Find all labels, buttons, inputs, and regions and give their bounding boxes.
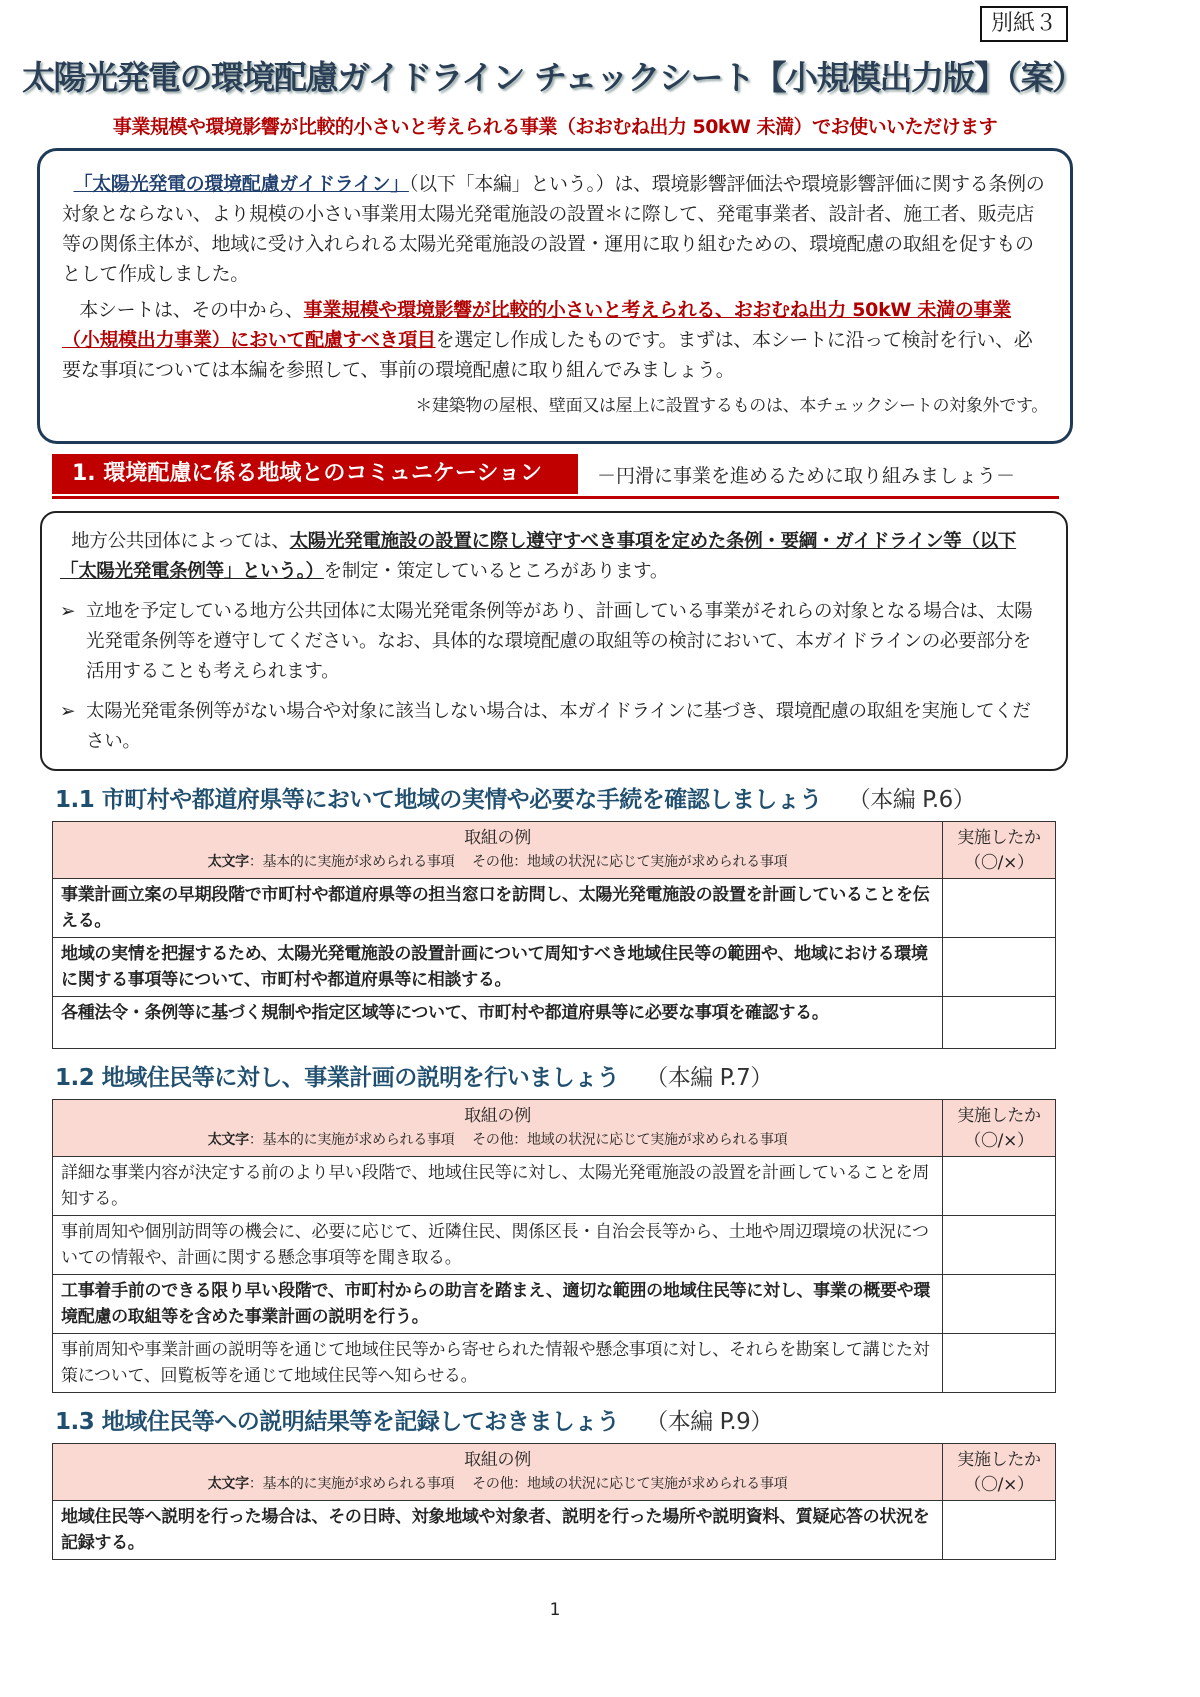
header-label: （〇/×）	[964, 1475, 1034, 1495]
column-header-done	[943, 822, 1056, 879]
header-label: 取組の例	[464, 1106, 531, 1126]
header-legend	[53, 1472, 942, 1496]
column-header-examples	[53, 1444, 943, 1501]
legend-bold: 太文字	[207, 1476, 249, 1492]
header-label: （〇/×）	[964, 853, 1034, 873]
subsection-title: 1.2 地域住民等に対し、事業計画の説明を行いましょう	[55, 1065, 620, 1091]
header-legend	[53, 1128, 942, 1152]
intro-text: を選定し作成したものです。まずは、本シートに沿って検討を行い、必要な事項については本編を参照して、事前の環境配慮に取り組んでみましょう。	[62, 329, 1033, 381]
subsections	[0, 785, 1200, 1560]
section-1-header	[52, 454, 1059, 499]
table-row	[53, 997, 1056, 1049]
table-row	[53, 1216, 1056, 1275]
legend-bold: 太文字	[207, 1132, 249, 1148]
done-check-cell[interactable]	[943, 997, 1056, 1049]
checklist-table	[52, 1099, 1056, 1393]
action-item: 地域住民等へ説明を行った場合は、その日時、対象地域や対象者、説明を行った場所や説明資料、質疑応答の状況を記録する。	[53, 1501, 943, 1560]
checklist-table	[52, 1443, 1056, 1560]
attachment-label: 別紙３	[980, 6, 1068, 42]
header-label: （〇/×）	[964, 1131, 1034, 1151]
column-header-examples	[53, 1100, 943, 1157]
action-item: 地域の実情を把握するため、太陽光発電施設の設置計画について周知すべき地域住民等の範囲や、地域における環境に関する事項等について、市町村や都道府県等に相談する。	[53, 938, 943, 997]
ordinance-paragraph	[60, 527, 1048, 587]
bullet-text: 太陽光発電条例等がない場合や対象に該当しない場合は、本ガイドラインに基づき、環境配慮の取組を実施してください。	[86, 701, 1031, 752]
bullet-text: 立地を予定している地方公共団体に太陽光発電条例等があり、計画している事業がそれらの対象となる場合は、太陽光発電条例等を遵守してください。なお、具体的な環境配慮の取組等の検討において、本ガイドラインの必要部分を活用することも考えられます。	[86, 601, 1033, 682]
intro-highlight: 事業規模や環境影響が比較的小さいと考えられる、おおむね出力 50kW 未満の事業（小規模出力事業）において配慮すべき項目	[62, 299, 1011, 351]
action-item: 詳細な事業内容が決定する前のより早い段階で、地域住民等に対し、太陽光発電施設の設置を計画していることを周知する。	[53, 1157, 943, 1216]
bullet-item	[60, 597, 1048, 687]
section-1-subtitle: －円滑に事業を進めるために取り組みましょう－	[597, 464, 1016, 487]
table-row	[53, 938, 1056, 997]
page-subtitle: 事業規模や環境影響が比較的小さいと考えられる事業（おおむね出力 50kW 未満）でお使いいただけます	[112, 116, 998, 138]
header-legend	[53, 850, 942, 874]
checklist-table	[52, 821, 1056, 1049]
header-label: 取組の例	[464, 828, 531, 848]
subsection-title: 1.1 市町村や都道府県等において地域の実情や必要な手続を確認しましょう	[55, 787, 822, 813]
table-row	[53, 1157, 1056, 1216]
done-check-cell[interactable]	[943, 1501, 1056, 1560]
intro-text: （以下「本編」という。）は、環境影響評価法や環境影響評価に関する条例の対象とならない、より規模の小さい事業用太陽光発電施設の設置＊に際して、発電事業者、設計者、施工者、販売店等の関係主体が、地域に受け入れられる太陽光発電施設の設置・運用に取り組むための、環境配慮の取組を促すものとして作成しました。	[62, 173, 1045, 285]
done-check-cell[interactable]	[943, 1216, 1056, 1275]
legend-text: ：基本的に実施が求められる事項 その他：地域の状況に応じて実施が求められる事項	[248, 854, 788, 870]
table-row	[53, 879, 1056, 938]
header-label: 実施したか	[957, 828, 1041, 848]
done-check-cell[interactable]	[943, 1275, 1056, 1334]
done-check-cell[interactable]	[943, 938, 1056, 997]
subsection-page-ref: （本編 P.9）	[645, 1409, 773, 1435]
guideline-link-text: 「太陽光発電の環境配慮ガイドライン」	[73, 173, 409, 195]
section-1-title: 1. 環境配慮に係る地域とのコミュニケーション	[52, 454, 578, 494]
ordinance-text: 地方公共団体によっては、	[71, 531, 290, 552]
header-label: 取組の例	[464, 1450, 531, 1470]
subsection-page-ref: （本編 P.6）	[847, 787, 976, 813]
header-label: 実施したか	[957, 1106, 1041, 1126]
intro-paragraph-1	[62, 169, 1048, 289]
action-item: 事前周知や個別訪問等の機会に、必要に応じて、近隣住民、関係区長・自治会長等から、土地や周辺環境の状況についての情報や、計画に関する懸念事項等を聞き取る。	[53, 1216, 943, 1275]
header-label: 実施したか	[957, 1450, 1041, 1470]
subsection-heading	[55, 1407, 1200, 1437]
ordinance-highlight: 太陽光発電施設の設置に際し遵守すべき事項を定めた条例・要綱・ガイドライン等（以下「太陽光発電条例等」という。）	[60, 531, 1017, 582]
table-row	[53, 1334, 1056, 1393]
table-header-row	[53, 1100, 1056, 1157]
intro-paragraph-2	[62, 295, 1048, 385]
column-header-done	[943, 1100, 1056, 1157]
bullet-arrow-icon: ➢	[60, 701, 76, 722]
done-check-cell[interactable]	[943, 1157, 1056, 1216]
table-row	[53, 1275, 1056, 1334]
subsection-page-ref: （本編 P.7）	[645, 1065, 773, 1091]
subsection-heading	[55, 1063, 1200, 1093]
action-item: 各種法令・条例等に基づく規制や指定区域等について、市町村や都道府県等に必要な事項を確認する。	[53, 997, 943, 1049]
action-item: 事前周知や事業計画の説明等を通じて地域住民等から寄せられた情報や懸念事項に対し、それらを勘案して講じた対策について、回覧板等を通じて地域住民等へ知らせる。	[53, 1334, 943, 1393]
bullet-arrow-icon: ➢	[60, 601, 76, 622]
table-header-row	[53, 1444, 1056, 1501]
intro-text: 本シートは、その中から、	[79, 299, 304, 321]
table-row	[53, 1501, 1056, 1560]
ordinance-box	[40, 511, 1068, 771]
intro-note: ＊建築物の屋根、壁面又は屋上に設置するものは、本チェックシートの対象外です。	[415, 396, 1048, 416]
subsection-title: 1.3 地域住民等への説明結果等を記録しておきましょう	[55, 1409, 620, 1435]
column-header-done	[943, 1444, 1056, 1501]
action-item: 工事着手前のできる限り早い段階で、市町村からの助言を踏まえ、適切な範囲の地域住民等に対し、事業の概要や環境配慮の取組等を含めた事業計画の説明を行う。	[53, 1275, 943, 1334]
page-number: 1	[549, 1600, 561, 1620]
subsection-heading	[55, 785, 1200, 815]
column-header-examples	[53, 822, 943, 879]
intro-box	[37, 148, 1073, 444]
bullet-item	[60, 697, 1048, 757]
legend-text: ：基本的に実施が求められる事項 その他：地域の状況に応じて実施が求められる事項	[248, 1132, 788, 1148]
page-title: 太陽光発電の環境配慮ガイドライン チェックシート【小規模出力版】（案）	[22, 58, 1084, 97]
legend-text: ：基本的に実施が求められる事項 その他：地域の状況に応じて実施が求められる事項	[248, 1476, 788, 1492]
action-item: 事業計画立案の早期段階で市町村や都道府県等の担当窓口を訪問し、太陽光発電施設の設置を計画していることを伝える。	[53, 879, 943, 938]
legend-bold: 太文字	[207, 854, 249, 870]
done-check-cell[interactable]	[943, 1334, 1056, 1393]
table-header-row	[53, 822, 1056, 879]
done-check-cell[interactable]	[943, 879, 1056, 938]
ordinance-text: を制定・策定しているところがあります。	[323, 561, 669, 582]
